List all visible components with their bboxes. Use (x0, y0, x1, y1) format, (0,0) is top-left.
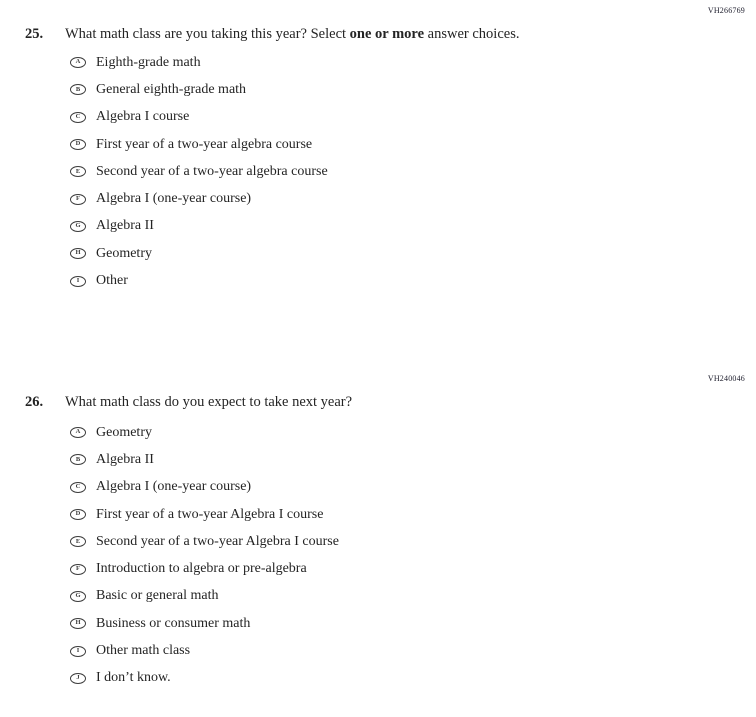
bubble-letter: A (75, 58, 81, 66)
answer-label: Algebra II (96, 451, 154, 467)
bubble-letter: F (76, 194, 80, 202)
bubble-letter: B (75, 85, 81, 93)
answer-bubble-icon[interactable] (70, 509, 86, 520)
answer-bubble-icon[interactable] (70, 536, 86, 547)
question-number: 26. (25, 394, 44, 410)
answer-label: First year of a two-year Algebra I course (96, 506, 324, 522)
bubble-letter: D (75, 140, 81, 148)
answer-label: I don’t know. (96, 670, 171, 686)
answer-label: General eighth-grade math (96, 81, 247, 97)
answer-label: Second year of a two-year algebra course (96, 163, 328, 179)
bubble-letter: C (75, 112, 81, 120)
answer-bubble-icon[interactable] (70, 57, 86, 68)
answer-option-row[interactable] (70, 49, 328, 76)
prompt-prefix: What math class are you taking this year? Select (65, 26, 350, 42)
bubble-letter: G (75, 222, 81, 230)
answer-label: Eighth-grade math (96, 54, 201, 70)
bubble-letter: E (75, 537, 81, 545)
bubble-letter: G (75, 592, 81, 600)
prompt-suffix: answer choices. (424, 26, 520, 42)
question-prompt (65, 25, 736, 44)
answer-option-row[interactable] (70, 76, 328, 103)
question-prompt (65, 393, 736, 412)
answer-bubble-icon[interactable] (70, 618, 86, 629)
answer-label: Geometry (96, 245, 152, 261)
answer-bubble-icon[interactable] (70, 673, 86, 684)
answer-bubble-icon[interactable] (70, 482, 86, 493)
answer-label: Algebra I course (96, 109, 190, 125)
answer-label: Algebra I (one-year course) (96, 191, 252, 207)
answer-label: Other math class (96, 643, 191, 659)
answer-option-row[interactable] (70, 419, 339, 446)
bubble-letter: E (75, 167, 81, 175)
prompt-bold-text: one or more (349, 26, 425, 42)
bubble-letter: B (75, 455, 81, 463)
answer-bubble-icon[interactable] (70, 194, 86, 205)
answer-label: Algebra II (96, 218, 154, 234)
answer-label: Second year of a two-year Algebra I course (96, 533, 339, 549)
answer-options-q25 (70, 49, 328, 295)
answer-option-row[interactable] (70, 637, 339, 664)
answer-option-row[interactable] (70, 185, 328, 212)
bubble-letter: J (76, 674, 80, 682)
answer-options-q26 (70, 419, 339, 692)
answer-bubble-icon[interactable] (70, 139, 86, 150)
bubble-letter: D (75, 510, 81, 518)
question-25 (25, 25, 736, 44)
answer-label: Algebra I (one-year course) (96, 479, 252, 495)
answer-bubble-icon[interactable] (70, 427, 86, 438)
answer-option-row[interactable] (70, 240, 328, 267)
answer-option-row[interactable] (70, 555, 339, 582)
answer-option-row[interactable] (70, 528, 339, 555)
bubble-letter: I (76, 646, 80, 654)
item-code: VH266769 (707, 6, 745, 15)
answer-bubble-icon[interactable] (70, 646, 86, 657)
answer-bubble-icon[interactable] (70, 166, 86, 177)
answer-bubble-icon[interactable] (70, 221, 86, 232)
answer-bubble-icon[interactable] (70, 84, 86, 95)
bubble-letter: H (75, 249, 81, 257)
answer-label: Basic or general math (96, 588, 219, 604)
item-code: VH240046 (707, 374, 745, 383)
answer-bubble-icon[interactable] (70, 454, 86, 465)
question-26 (25, 393, 736, 412)
answer-option-row[interactable] (70, 104, 328, 131)
bubble-letter: A (75, 428, 81, 436)
answer-option-row[interactable] (70, 446, 339, 473)
answer-option-row[interactable] (70, 131, 328, 158)
answer-bubble-icon[interactable] (70, 248, 86, 259)
answer-label: Business or consumer math (96, 615, 251, 631)
answer-option-row[interactable] (70, 583, 339, 610)
answer-bubble-icon[interactable] (70, 564, 86, 575)
answer-bubble-icon[interactable] (70, 112, 86, 123)
answer-option-row[interactable] (70, 665, 339, 692)
answer-label: Other (96, 273, 128, 289)
answer-option-row[interactable] (70, 213, 328, 240)
answer-label: Introduction to algebra or pre-algebra (96, 561, 307, 577)
answer-label: First year of a two-year algebra course (96, 136, 313, 152)
answer-bubble-icon[interactable] (70, 591, 86, 602)
answer-option-row[interactable] (70, 501, 339, 528)
answer-option-row[interactable] (70, 474, 339, 501)
bubble-letter: I (76, 276, 80, 284)
answer-option-row[interactable] (70, 610, 339, 637)
bubble-letter: C (75, 482, 81, 490)
answer-label: Geometry (96, 424, 152, 440)
answer-option-row[interactable] (70, 267, 328, 294)
bubble-letter: H (75, 619, 81, 627)
prompt-prefix: What math class do you expect to take next year? (65, 394, 353, 410)
question-number: 25. (25, 26, 44, 42)
answer-bubble-icon[interactable] (70, 276, 86, 287)
answer-option-row[interactable] (70, 158, 328, 185)
bubble-letter: F (76, 564, 80, 572)
